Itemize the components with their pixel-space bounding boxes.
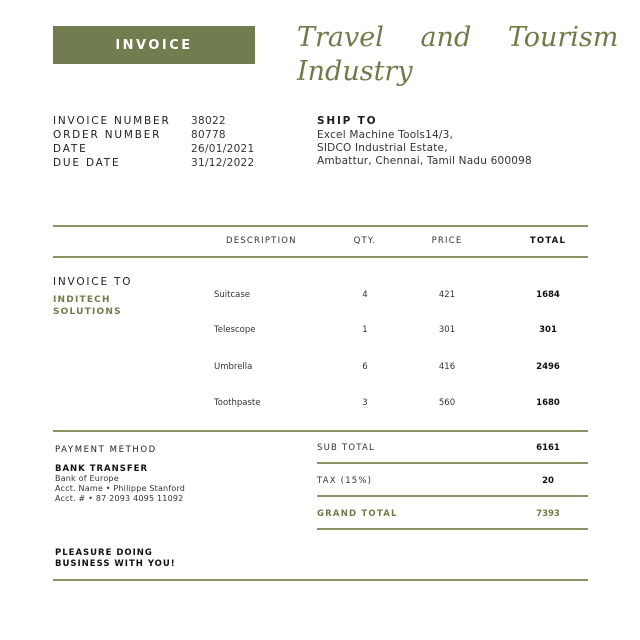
meta-row-invoice-number	[53, 115, 255, 129]
thank-you-note	[55, 548, 176, 570]
table-header-rule	[53, 256, 588, 258]
item-price: 416	[438, 362, 456, 372]
payment-method: BANK TRANSFER	[55, 464, 149, 474]
meta-label: INVOICE NUMBER	[53, 115, 171, 127]
item-qty: 4	[362, 290, 368, 300]
item-qty: 1	[362, 325, 368, 335]
grand-total-label: GRAND TOTAL	[317, 509, 398, 519]
column-header-qty: QTY.	[353, 236, 377, 246]
client-name	[53, 294, 122, 318]
item-price: 421	[438, 290, 456, 300]
invoice-badge: INVOICE	[53, 26, 255, 64]
tax-label: TAX (15%)	[317, 476, 373, 486]
item-total: 1680	[536, 398, 560, 408]
invoice-meta	[53, 115, 255, 171]
tax-value: 20	[542, 476, 554, 486]
meta-value: 31/12/2022	[191, 157, 255, 169]
item-description: Suitcase	[214, 290, 251, 300]
meta-label: DUE DATE	[53, 157, 121, 169]
account-name: Acct. Name • Philippe Stanford	[55, 484, 186, 493]
item-description: Toothpaste	[214, 398, 261, 408]
summary-rule	[317, 462, 588, 464]
column-header-description: DESCRIPTION	[226, 236, 297, 246]
footer-rule	[53, 579, 588, 581]
subtotal-label: SUB TOTAL	[317, 443, 375, 453]
item-price: 560	[438, 398, 456, 408]
account-number: Acct. # • 87 2093 4095 11092	[55, 494, 184, 503]
thank-you-line: BUSINESS WITH YOU!	[55, 559, 176, 569]
summary-rule	[317, 495, 588, 497]
summary-rule	[317, 528, 588, 530]
client-name-line: INDITECH	[53, 295, 111, 305]
client-name-line: SOLUTIONS	[53, 307, 122, 317]
meta-value: 38022	[191, 115, 226, 127]
item-qty: 6	[362, 362, 368, 372]
table-bottom-rule	[53, 430, 588, 432]
column-header-price: PRICE	[431, 236, 463, 246]
item-total: 301	[539, 325, 557, 335]
grand-total-value: 7393	[536, 509, 560, 519]
subtotal-value: 6161	[536, 443, 560, 453]
meta-label: DATE	[53, 143, 88, 155]
invoice-to-heading: INVOICE TO	[53, 276, 133, 288]
company-title-line1: Travel and Tourism	[297, 22, 619, 53]
item-price: 301	[438, 325, 456, 335]
item-total: 1684	[536, 290, 560, 300]
bank-name: Bank of Europe	[55, 474, 119, 483]
item-total: 2496	[536, 362, 560, 372]
meta-label: ORDER NUMBER	[53, 129, 162, 141]
table-top-rule	[53, 225, 588, 227]
meta-row-order-number	[53, 129, 255, 143]
payment-method-heading: PAYMENT METHOD	[55, 445, 157, 455]
company-title-line2: Industry	[297, 56, 413, 87]
thank-you-line: PLEASURE DOING	[55, 548, 153, 558]
column-header-total: TOTAL	[529, 236, 567, 246]
ship-to	[317, 115, 532, 168]
meta-row-due-date	[53, 157, 255, 171]
ship-to-line: Excel Machine Tools14/3,	[317, 129, 454, 141]
meta-value: 26/01/2021	[191, 143, 255, 155]
ship-to-line: Ambattur, Chennai, Tamil Nadu 600098	[317, 155, 532, 167]
ship-to-line: SIDCO Industrial Estate,	[317, 142, 448, 154]
meta-value: 80778	[191, 129, 226, 141]
meta-row-date	[53, 143, 255, 157]
ship-to-heading: SHIP TO	[317, 115, 378, 127]
item-description: Telescope	[214, 325, 256, 335]
item-description: Umbrella	[214, 362, 253, 372]
item-qty: 3	[362, 398, 368, 408]
